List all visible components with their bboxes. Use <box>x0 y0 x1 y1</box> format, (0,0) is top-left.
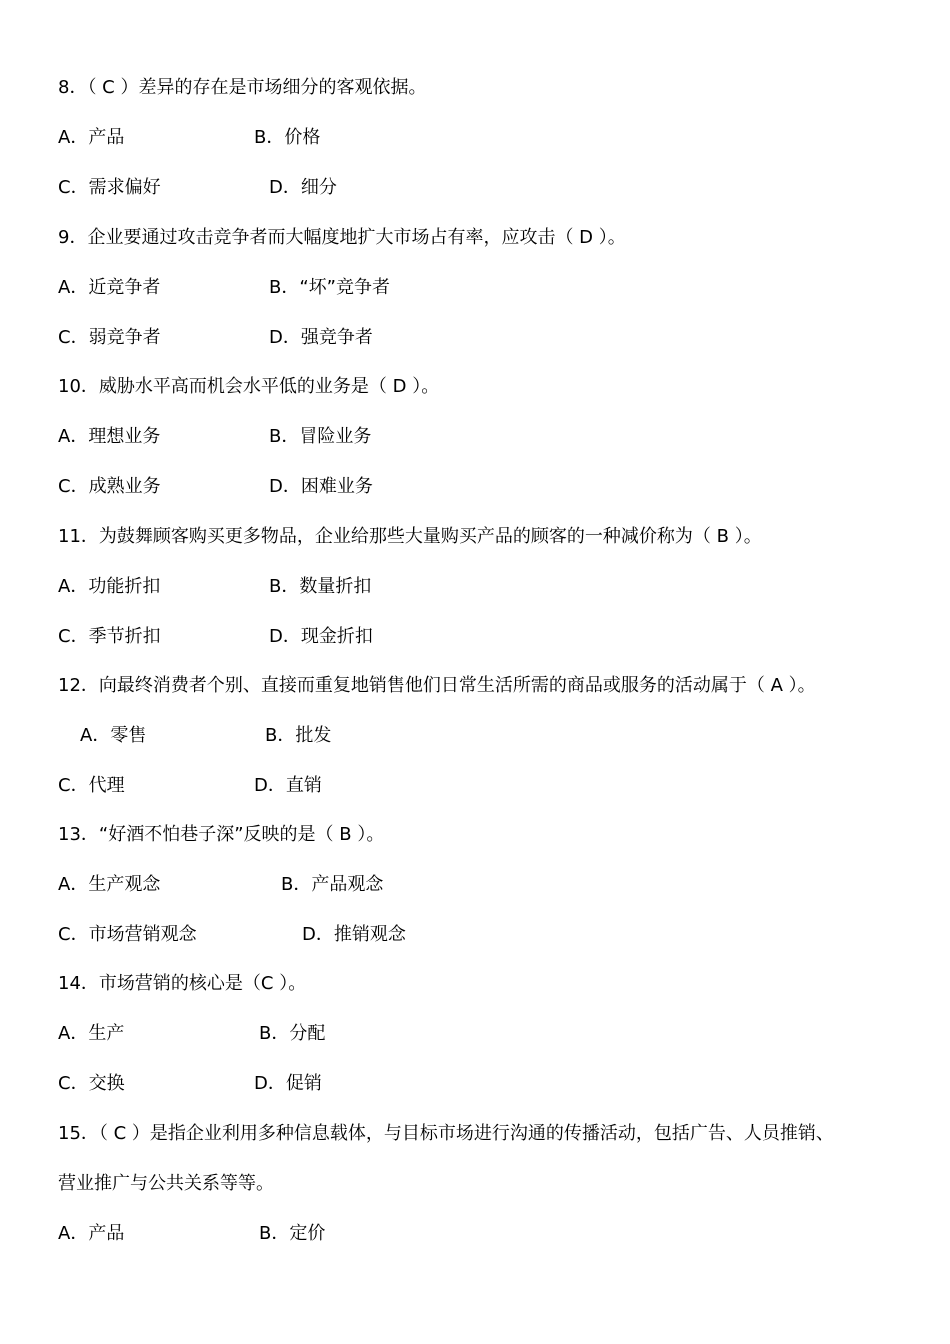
question-9-option-d: D．强竞争者 <box>269 327 373 348</box>
question-14-option-b: B．分配 <box>259 1023 326 1044</box>
question-11-option-b: B．数量折扣 <box>269 576 372 597</box>
question-12-option-c: C．代理 <box>58 775 125 796</box>
question-8-option-d: D．细分 <box>269 177 337 198</box>
question-14-option-c: C．交换 <box>58 1073 125 1094</box>
question-11-option-a: A．功能折扣 <box>58 576 161 597</box>
question-8-option-b: B．价格 <box>254 127 321 148</box>
question-13-option-d: D．推销观念 <box>302 924 406 945</box>
question-8-option-c: C．需求偏好 <box>58 177 161 198</box>
question-11-option-c: C．季节折扣 <box>58 626 161 647</box>
question-10-stem: 10．威胁水平高而机会水平低的业务是（ D ）。 <box>58 376 440 397</box>
question-15-option-a: A．产品 <box>58 1223 125 1244</box>
question-11-stem: 11．为鼓舞顾客购买更多物品，企业给那些大量购买产品的顾客的一种减价称为（ B ）。 <box>58 526 762 547</box>
question-10-option-d: D．困难业务 <box>269 476 373 497</box>
question-9-option-c: C．弱竞争者 <box>58 327 161 348</box>
question-12-option-d: D．直销 <box>254 775 322 796</box>
question-10-option-a: A．理想业务 <box>58 426 161 447</box>
question-10-option-b: B．冒险业务 <box>269 426 372 447</box>
question-14-stem: 14．市场营销的核心是（C ）。 <box>58 973 307 994</box>
question-10-option-c: C．成熟业务 <box>58 476 161 497</box>
question-12-option-a: A．零售 <box>80 725 147 746</box>
question-13-option-b: B．产品观念 <box>281 874 384 895</box>
question-9-stem: 9．企业要通过攻击竞争者而大幅度地扩大市场占有率，应攻击（ D ）。 <box>58 227 626 248</box>
question-8-stem: 8．（ C ）差异的存在是市场细分的客观依据。 <box>58 77 427 98</box>
question-15-stem: 15．（ C ）是指企业利用多种信息载体，与目标市场进行沟通的传播活动，包括广告、人员推销、 <box>58 1123 834 1144</box>
question-15-option-b: B．定价 <box>259 1223 326 1244</box>
question-13-stem: 13．“好酒不怕巷子深”反映的是（ B ）。 <box>58 824 385 845</box>
question-13-option-c: C．市场营销观念 <box>58 924 197 945</box>
question-13-option-a: A．生产观念 <box>58 874 161 895</box>
question-14-option-a: A．生产 <box>58 1023 125 1044</box>
question-15-stem-continuation: 营业推广与公共关系等等。 <box>58 1173 274 1194</box>
question-14-option-d: D．促销 <box>254 1073 322 1094</box>
question-12-option-b: B．批发 <box>265 725 332 746</box>
question-12-stem: 12．向最终消费者个别、直接而重复地销售他们日常生活所需的商品或服务的活动属于（ A ）。 <box>58 675 816 696</box>
question-8-option-a: A．产品 <box>58 127 125 148</box>
question-9-option-a: A．近竞争者 <box>58 277 161 298</box>
question-11-option-d: D．现金折扣 <box>269 626 373 647</box>
question-9-option-b: B．“坏”竞争者 <box>269 277 390 298</box>
